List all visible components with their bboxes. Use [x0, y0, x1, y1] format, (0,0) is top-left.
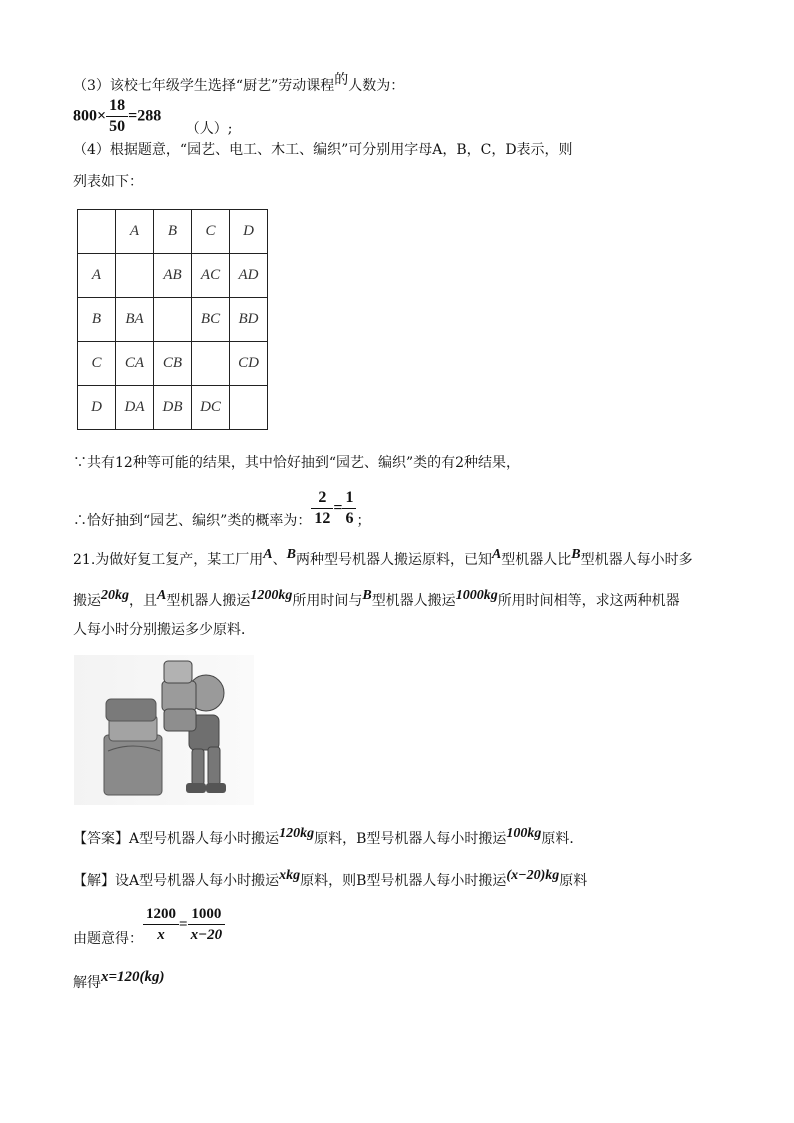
- table-cell: BA: [116, 298, 154, 342]
- section3-sup: 的: [334, 72, 349, 88]
- p21-var-a-3: A: [157, 588, 167, 603]
- p21-var-b-2: B: [571, 547, 581, 562]
- probability-lead: ∴恰好抽到“园艺、编织”类的概率为：: [73, 512, 312, 529]
- table-cell: D: [78, 386, 116, 430]
- p21-var-a: A: [263, 547, 273, 562]
- solution-result-line: [73, 967, 165, 991]
- table-cell: [154, 298, 192, 342]
- outcome-table-body: [78, 210, 268, 430]
- table-cell: C: [78, 342, 116, 386]
- p21-text-2e: 型机器人搬运: [371, 593, 456, 609]
- section4-text: （4）根据题意，“园艺、电工、木工、编织”可分别用字母A，B，C，D表示，则: [73, 142, 573, 158]
- box-top-stack: [106, 699, 156, 721]
- table-cell: BD: [230, 298, 268, 342]
- section3-line: [73, 70, 404, 96]
- table-cell: AC: [192, 254, 230, 298]
- p21-text-a: 21.为做好复工复产，某工厂用: [73, 552, 264, 568]
- fraction1-numerator: 2: [311, 488, 333, 509]
- section3-calc: [73, 96, 232, 137]
- table-cell: [230, 386, 268, 430]
- table-cell: DB: [154, 386, 192, 430]
- table-cell: CB: [154, 342, 192, 386]
- answer-label: 【答案】: [73, 831, 129, 847]
- table-row: [78, 386, 268, 430]
- calc-unit: （人）;: [185, 120, 233, 137]
- table-row: [78, 298, 268, 342]
- table-cell: DC: [192, 386, 230, 430]
- table-cell: AD: [230, 254, 268, 298]
- table-cell: D: [230, 210, 268, 254]
- table-row: [78, 210, 268, 254]
- conclusion-line2: [73, 488, 370, 529]
- p21-text-b: 两种型号机器人搬运原料，已知: [295, 552, 492, 568]
- table-cell: B: [78, 298, 116, 342]
- eq-left-denominator: x: [157, 927, 165, 943]
- table-intro: 列表如下：: [73, 174, 143, 190]
- probability-fraction-1: [311, 488, 333, 529]
- outcome-table: [77, 209, 268, 430]
- answer-line: [73, 824, 583, 849]
- p21-value-1200kg: 1200kg: [250, 588, 293, 603]
- equation-right-fraction: [188, 904, 226, 945]
- equation-line: [73, 904, 225, 945]
- table-cell: [78, 210, 116, 254]
- table-cell: C: [192, 210, 230, 254]
- box-carried: [162, 681, 196, 711]
- p21-var-b-3: B: [362, 588, 372, 603]
- equation-sign: =: [179, 916, 188, 933]
- answer-text-2: 原料，B型号机器人每小时搬运: [314, 831, 507, 847]
- p21-text-2a: 搬运: [73, 593, 101, 609]
- solution-line: [73, 866, 587, 891]
- table-row: [78, 342, 268, 386]
- section3-end: 人数为：: [348, 78, 405, 94]
- table-cell: CA: [116, 342, 154, 386]
- box-bottom: [104, 735, 162, 795]
- calc-lead: 800×: [73, 107, 107, 125]
- fraction2-numerator: 1: [342, 488, 356, 509]
- conclusion-line1: ∵共有12种等可能的结果，其中恰好抽到“园艺、编织”类的有2种结果，: [73, 455, 521, 471]
- table-cell: BC: [192, 298, 230, 342]
- result-value: x=120(kg): [101, 969, 165, 985]
- answer-value-100kg: 100kg: [506, 826, 542, 841]
- answer-value-120kg: 120kg: [279, 826, 315, 841]
- p21-text-2f: 所用时间相等，求这两种机器: [497, 593, 680, 609]
- probability-equals: =: [333, 499, 343, 517]
- table-cell: A: [116, 210, 154, 254]
- p21-text-2c: 型机器人搬运: [166, 593, 251, 609]
- solution-value-x-minus-20kg: (x−20)kg: [506, 868, 560, 883]
- solution-text-3: 原料: [559, 873, 588, 889]
- table-cell: [116, 254, 154, 298]
- p21-text-2d: 所用时间与: [292, 593, 363, 609]
- calc-result: =288: [128, 107, 162, 125]
- table-cell: A: [78, 254, 116, 298]
- solution-text-1: 设A型号机器人每小时搬运: [115, 873, 280, 889]
- calc-fraction: [106, 96, 128, 137]
- p21-value-1000kg: 1000kg: [455, 588, 498, 603]
- calc-denominator: 50: [109, 118, 126, 135]
- result-intro: 解得: [73, 975, 101, 991]
- p21-text-c: 型机器人比: [501, 552, 572, 568]
- equation-left-fraction: [143, 904, 179, 945]
- problem21-line3: 人每小时分别搬运多少原料．: [73, 622, 255, 638]
- equation-intro: 由题意得：: [73, 930, 143, 947]
- table-cell: DA: [116, 386, 154, 430]
- solution-value-xkg: xkg: [279, 868, 301, 883]
- p21-sep: 、: [272, 552, 287, 568]
- answer-text-1: A型号机器人每小时搬运: [129, 831, 280, 847]
- table-row: [78, 254, 268, 298]
- table-cell: CD: [230, 342, 268, 386]
- fraction1-denominator: 12: [314, 510, 331, 527]
- probability-fraction-2: [342, 488, 356, 529]
- solution-label: 【解】: [73, 873, 115, 889]
- eq-right-denominator: x−20: [190, 927, 223, 943]
- answer-text-3: 原料．: [541, 831, 584, 847]
- p21-text-2b: ，且: [129, 593, 157, 609]
- robot-carrying-boxes-illustration: [74, 655, 254, 805]
- table-cell: AB: [154, 254, 192, 298]
- probability-end: ；: [356, 512, 371, 529]
- p21-var-b: B: [286, 547, 296, 562]
- problem21-line1: [73, 545, 693, 570]
- fraction2-denominator: 6: [345, 510, 354, 527]
- p21-text-d: 型机器人每小时多: [580, 552, 693, 568]
- table-cell: B: [154, 210, 192, 254]
- eq-left-numerator: 1200: [143, 904, 179, 925]
- solution-text-2: 原料，则B型号机器人每小时搬运: [300, 873, 507, 889]
- p21-value-20kg: 20kg: [101, 588, 129, 603]
- section3-text: （3）该校七年级学生选择“厨艺”劳动课程: [73, 78, 335, 94]
- eq-right-numerator: 1000: [188, 904, 226, 925]
- table-cell: [192, 342, 230, 386]
- calc-numerator: 18: [106, 96, 128, 117]
- problem21-line2: [73, 586, 680, 611]
- p21-var-a-2: A: [491, 547, 502, 562]
